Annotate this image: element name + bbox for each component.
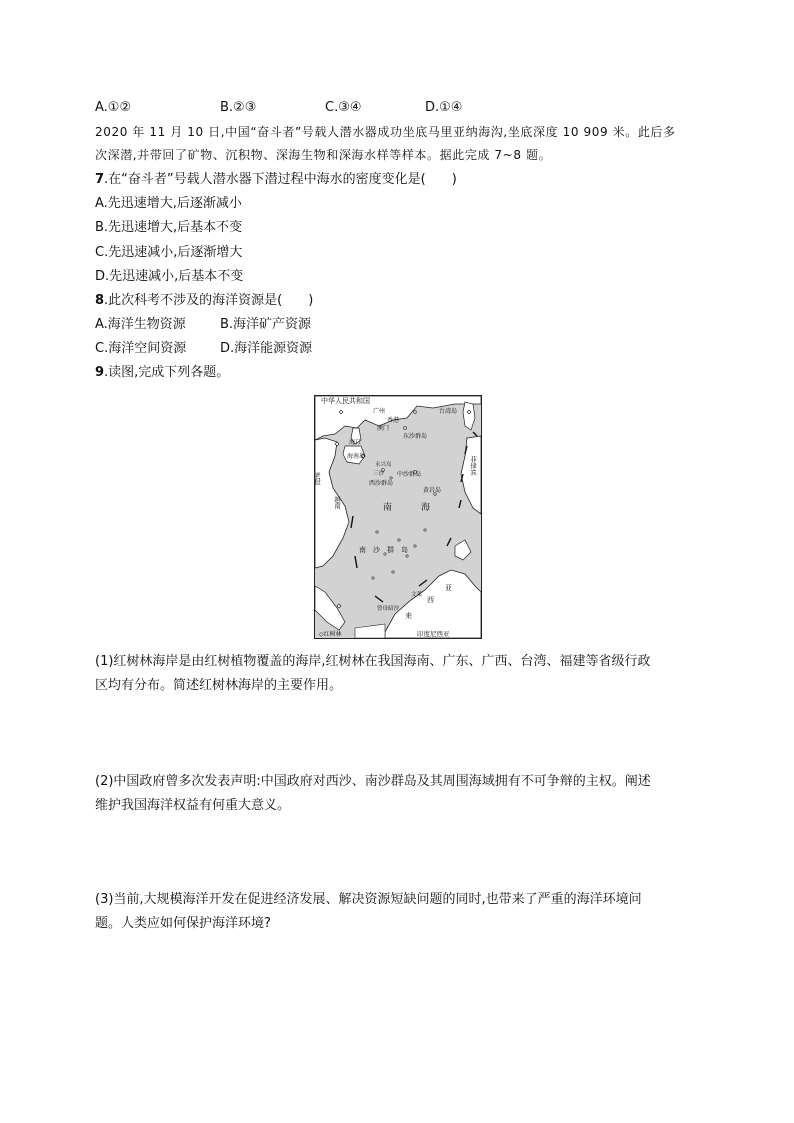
prev-option-b[interactable]: B.②③	[220, 100, 257, 115]
q9-sub1-line1: (1)红树林海岸是由红树植物覆盖的海岸,红树林在我国海南、广东、广西、台湾、福建等省级行政	[95, 654, 651, 669]
island	[414, 411, 417, 414]
q8-stem-text: .此次科考不涉及的海洋资源是( )	[104, 293, 314, 308]
map-label-zhongsha: 中沙群岛	[397, 471, 422, 478]
q7-option-a[interactable]: A.先迅速增大,后逐渐减小	[95, 196, 242, 211]
map-label-hainan: 海南岛	[347, 453, 366, 460]
map-label-hai: 海	[421, 503, 431, 513]
q8-option-c[interactable]: C.海洋空间资源	[95, 341, 187, 356]
borneo	[385, 570, 481, 638]
island	[403, 426, 406, 429]
indonesia-strip	[355, 624, 385, 638]
map-svg	[315, 396, 481, 638]
q9-sub3-line1: (3)当前,大规模海洋开发在促进经济发展、解决资源短缺问题的同时,也带来了严重的海洋环境问	[95, 892, 642, 907]
map-label-haikou: 海口	[349, 439, 362, 446]
q9-sub2-line1: (2)中国政府曾多次发表声明:中国政府对西沙、南沙群岛及其周围海域拥有不可争辩的主权。阐述	[95, 774, 651, 789]
q7-option-d[interactable]: D.先迅速减小,后基本不变	[95, 269, 244, 284]
q7-stem	[95, 171, 457, 189]
map-label-vietnam: 越南	[333, 496, 341, 509]
dash-6	[459, 500, 461, 508]
dash-3	[375, 596, 383, 602]
island	[376, 531, 378, 533]
map-label-nansha: 南 沙 群 岛	[359, 546, 408, 554]
map-label-dongsha: 东沙群岛	[403, 433, 428, 440]
q9-sub2-line2: 维护我国海洋权益有何重大意义。	[95, 798, 291, 813]
q9-sub2	[95, 770, 699, 818]
q7-number: 7	[95, 172, 105, 187]
island	[392, 571, 394, 573]
q8-option-d[interactable]: D.海洋能源资源	[220, 341, 313, 356]
map-label-aomen: 澳门	[377, 425, 390, 432]
south-china-sea-map	[314, 395, 482, 639]
map-label-philippines: 菲律宾	[469, 456, 477, 476]
map-label-malaysia-ya: 亚	[445, 584, 452, 592]
map-title-china: 中华人民共和国	[321, 397, 370, 405]
dash-1	[351, 516, 353, 528]
dash-4	[419, 580, 427, 586]
map-label-yongxing: 永兴岛	[375, 462, 392, 468]
dash-9	[473, 432, 477, 436]
map-label-malaysia-lai: 来	[405, 612, 412, 620]
q9-stem	[95, 364, 229, 382]
island	[424, 529, 426, 531]
map-label-indonesia: 印度尼西亚	[417, 630, 450, 638]
map-legend-mangrove: ◇红树林	[319, 631, 342, 638]
island	[390, 477, 392, 479]
island	[414, 545, 416, 547]
q9-sub3	[95, 888, 699, 936]
q9-sub2-answer-area[interactable]	[95, 825, 695, 865]
map-label-taiwan: 台湾岛	[439, 408, 458, 415]
map-label-laos: 老挝	[313, 472, 321, 485]
map-label-zengmu: 曾母暗沙	[377, 606, 400, 612]
q9-sub1-answer-area[interactable]	[95, 705, 695, 745]
philippines-palawan	[455, 540, 471, 560]
q8-option-a[interactable]: A.海洋生物资源	[95, 317, 186, 332]
map-label-guangzhou: 广州	[373, 408, 386, 415]
intro-line-2: 次深潜,并带回了矿物、沉积物、深海生物和深海水样等样本。据此完成 7~8 题。	[95, 148, 552, 162]
q8-option-b[interactable]: B.海洋矿产资源	[220, 317, 312, 332]
island	[406, 555, 408, 557]
map-label-huangyan: 黄岩岛	[423, 487, 442, 494]
island	[372, 577, 374, 579]
prev-option-c[interactable]: C.③④	[325, 100, 362, 115]
q9-stem-text: .读图,完成下列各题。	[104, 365, 230, 380]
q8-stem	[95, 292, 313, 310]
map-label-malaysia-xi: 西	[427, 596, 434, 604]
mangrove-marker	[337, 604, 341, 608]
map-label-nan: 南	[383, 503, 393, 513]
map-label-xisha: 西沙群岛	[369, 480, 394, 487]
dash-2	[355, 556, 357, 568]
map-label-sansha: 三沙	[373, 471, 385, 477]
q7-stem-text: .在“奋斗者”号载人潜水器下潜过程中海水的密度变化是( )	[104, 172, 457, 187]
q9-sub3-line2: 题。人类应如何保护海洋环境?	[95, 916, 271, 931]
map-label-xianggang: 香港	[387, 417, 400, 424]
malay-peninsula	[315, 586, 345, 630]
q9-sub1	[95, 650, 699, 698]
prev-option-d[interactable]: D.①④	[425, 100, 463, 115]
prev-option-a[interactable]: A.①②	[95, 100, 132, 115]
q9-sub3-answer-area[interactable]	[95, 945, 695, 985]
q9-sub1-line2: 区均有分布。简述红树林海岸的主要作用。	[95, 678, 343, 693]
taiwan-island	[463, 402, 475, 430]
island	[398, 539, 400, 541]
q9-number: 9	[95, 365, 105, 380]
q7-option-c[interactable]: C.先迅速减小,后逐渐增大	[95, 245, 243, 260]
dash-5	[447, 538, 451, 546]
q7-option-b[interactable]: B.先迅速增大,后基本不变	[95, 220, 243, 235]
map-label-wenlai: 文莱	[411, 592, 423, 598]
intro-line-1: 2020 年 11 月 10 日,中国“奋斗者”号载人潜水器成功坐底马里亚纳海沟,坐底深度 10 909 米。此后多	[95, 125, 676, 139]
indochina-mainland	[315, 438, 349, 568]
q8-number: 8	[95, 293, 105, 308]
